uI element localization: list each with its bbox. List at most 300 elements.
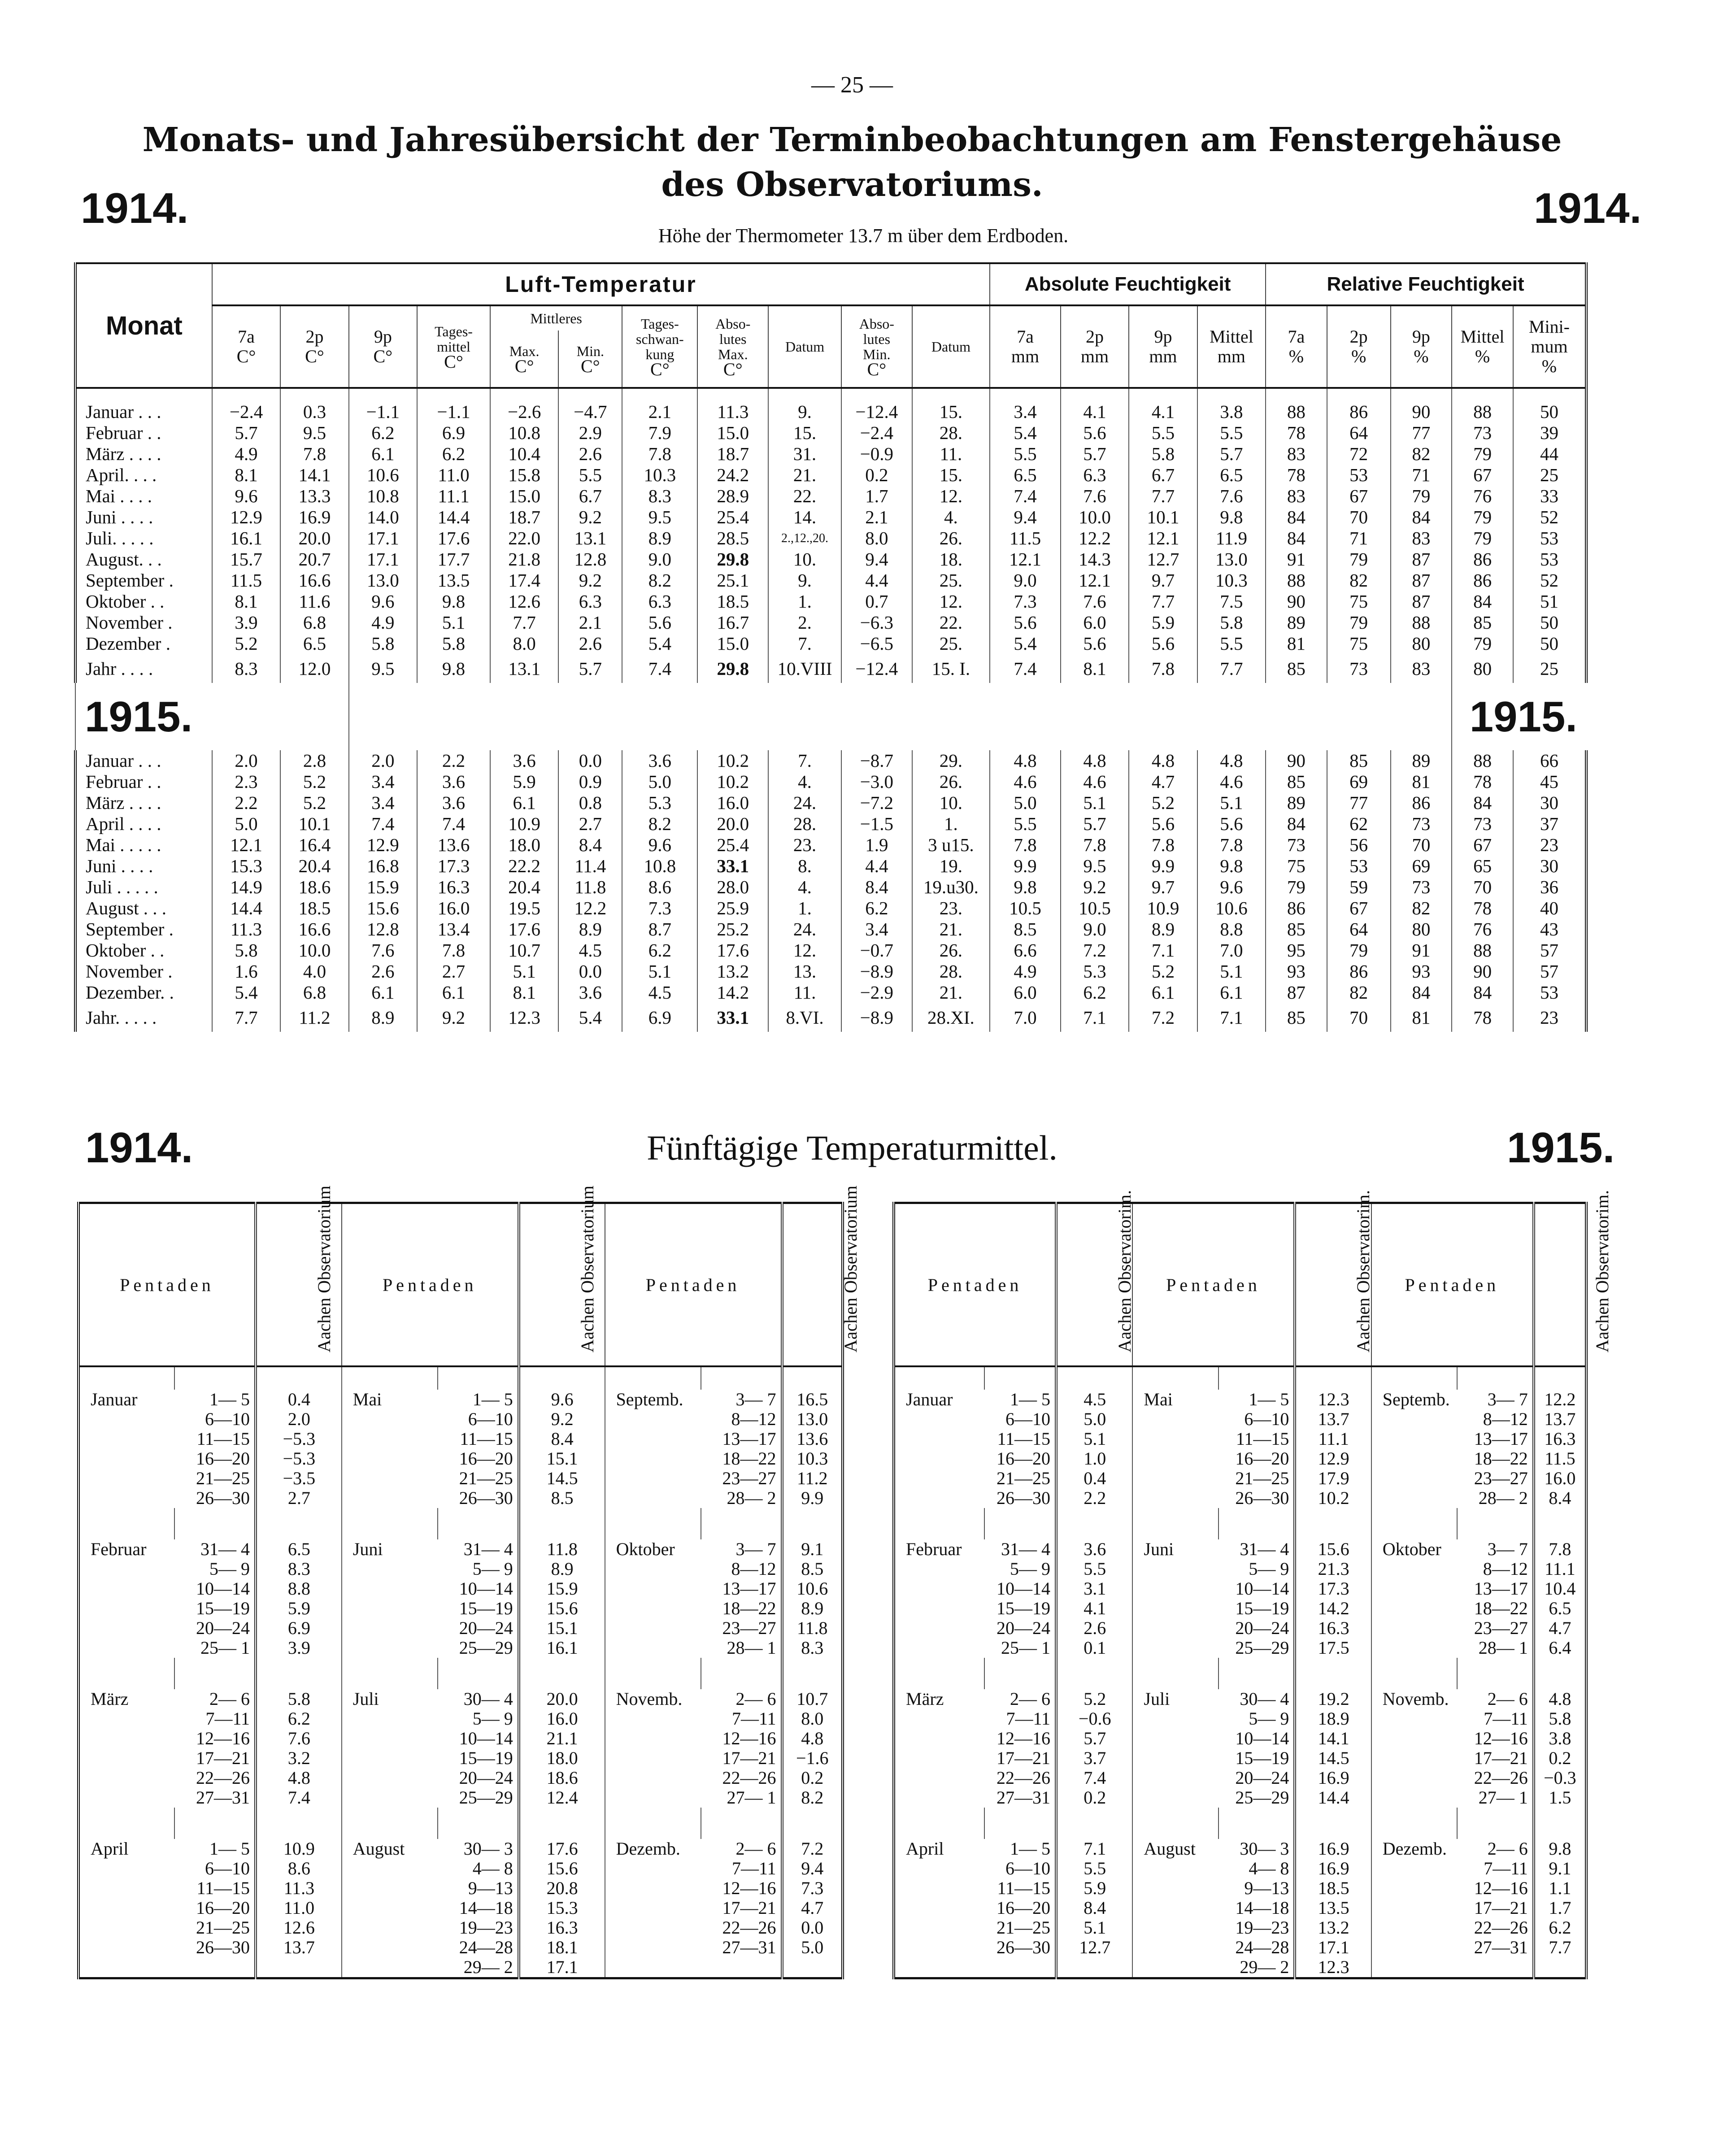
table-cell: 7.8 bbox=[1129, 654, 1197, 683]
pentade-value: 17.6 bbox=[519, 1839, 605, 1859]
pentade-range: 27—31 bbox=[196, 1787, 250, 1808]
pentade-range: 31— 4 bbox=[200, 1539, 250, 1559]
pentade-range: 28— 1 bbox=[727, 1638, 776, 1658]
table-cell: 5.5 bbox=[990, 443, 1061, 465]
table-cell: 6.1 bbox=[490, 792, 558, 813]
pentade-row bbox=[78, 1689, 843, 1709]
table-cell: 10.8 bbox=[622, 856, 697, 877]
header-rel-minimum: Mini- mum % bbox=[1513, 305, 1586, 388]
table-cell: 31. bbox=[768, 443, 841, 465]
table-cell: 5.1 bbox=[1061, 792, 1129, 813]
table-cell: 8.2 bbox=[622, 570, 697, 591]
table-cell: 2.0 bbox=[212, 750, 280, 771]
table-cell: 26. bbox=[912, 940, 990, 961]
month-label: Novemb. bbox=[605, 1689, 701, 1709]
month-label: Oktober . . bbox=[75, 940, 212, 961]
pentade-range: 12—16 bbox=[1474, 1878, 1528, 1898]
pentade-value: 7.4 bbox=[1056, 1768, 1132, 1788]
month-label bbox=[1371, 1748, 1458, 1768]
table-cell: 6.8 bbox=[280, 612, 348, 633]
spacer-row bbox=[78, 1658, 843, 1689]
pentade-value: 13.7 bbox=[1534, 1409, 1586, 1429]
table-cell: 9.8 bbox=[417, 654, 490, 683]
table-cell: 6.2 bbox=[622, 940, 697, 961]
header-absolutes-min: Abso- lutes Min. C° bbox=[841, 305, 912, 388]
pentade-range: 6—10 bbox=[205, 1409, 250, 1429]
month-label: Juli. . . . . bbox=[75, 528, 212, 549]
pentade-range: 1— 5 bbox=[209, 1839, 250, 1859]
pentade-range: 25— 1 bbox=[200, 1638, 250, 1658]
table-cell: 7.8 bbox=[1197, 835, 1266, 856]
month-label bbox=[78, 1638, 174, 1658]
table-cell: 20.4 bbox=[490, 877, 558, 898]
spacer-row bbox=[894, 1808, 1586, 1839]
table-cell: 6.6 bbox=[990, 940, 1061, 961]
table-cell: 69 bbox=[1327, 771, 1391, 792]
table-cell: −2.6 bbox=[490, 401, 558, 422]
pentade-value: 1.1 bbox=[1534, 1878, 1586, 1898]
subtitle: Höhe der Thermometer 13.7 m über dem Erdboden. bbox=[658, 225, 1069, 247]
pentade-value: 2.2 bbox=[1056, 1488, 1132, 1508]
month-label bbox=[342, 1898, 438, 1918]
month-label bbox=[78, 1878, 174, 1898]
table-cell: 8.0 bbox=[490, 633, 558, 654]
pentade-row bbox=[894, 1938, 1586, 1957]
pentade-value: 10.9 bbox=[256, 1839, 342, 1859]
table-cell: 16.4 bbox=[280, 835, 348, 856]
month-label: Mai bbox=[342, 1390, 438, 1409]
pentade-row bbox=[78, 1559, 843, 1579]
pentade-range: 19—23 bbox=[459, 1917, 513, 1938]
table-cell: 21. bbox=[912, 982, 990, 1003]
table-cell: 11.5 bbox=[212, 570, 280, 591]
table-cell: 79 bbox=[1391, 486, 1452, 507]
pentade-range: 17—21 bbox=[722, 1898, 776, 1918]
pentade-row bbox=[78, 1449, 843, 1469]
month-label bbox=[1132, 1859, 1219, 1878]
table-cell: 5.4 bbox=[990, 422, 1061, 443]
pentade-range: 2— 6 bbox=[735, 1689, 776, 1709]
pentade-range: 22—26 bbox=[1474, 1917, 1528, 1938]
pentade-row bbox=[894, 1689, 1586, 1709]
month-label: Jahr . . . . bbox=[75, 654, 212, 683]
spacer-row bbox=[78, 1808, 843, 1839]
pentade-range bbox=[174, 1957, 256, 1978]
header-observatorium bbox=[1056, 1190, 1135, 1367]
pentade-range: 13—17 bbox=[1474, 1429, 1528, 1449]
month-label: April bbox=[894, 1839, 984, 1859]
pentade-range: 28— 2 bbox=[727, 1488, 776, 1508]
table-cell: 11.3 bbox=[697, 401, 768, 422]
pentade-value: 8.3 bbox=[256, 1559, 342, 1579]
table-cell: 5.4 bbox=[990, 633, 1061, 654]
pentade-value: 17.9 bbox=[1295, 1469, 1371, 1488]
table-cell: 70 bbox=[1452, 877, 1513, 898]
pentade-value: 10.4 bbox=[1534, 1579, 1586, 1599]
pentade-value: 18.6 bbox=[519, 1768, 605, 1788]
table-cell: 9.6 bbox=[622, 835, 697, 856]
month-label: Juni bbox=[1132, 1539, 1219, 1559]
table-cell: 33.1 bbox=[697, 1003, 768, 1032]
table-cell: 7.1 bbox=[1129, 940, 1197, 961]
table-cell: 7.8 bbox=[1129, 835, 1197, 856]
table-cell: 5.7 bbox=[1061, 813, 1129, 835]
year-label-1914: 1914. bbox=[85, 1124, 193, 1172]
table-cell: 2.8 bbox=[280, 750, 348, 771]
table-cell: 6.1 bbox=[1197, 982, 1266, 1003]
month-label bbox=[1371, 1709, 1458, 1729]
table-cell: 0.2 bbox=[841, 465, 912, 486]
table-cell: 14.4 bbox=[417, 507, 490, 528]
table-cell: 6.0 bbox=[1061, 612, 1129, 633]
table-cell: 5.0 bbox=[622, 771, 697, 792]
pentade-value: 5.9 bbox=[256, 1599, 342, 1618]
table-cell: 17.3 bbox=[417, 856, 490, 877]
pentade-value bbox=[256, 1957, 342, 1978]
month-label: April . . . . bbox=[75, 813, 212, 835]
table-cell: 10.5 bbox=[1061, 898, 1129, 919]
month-label bbox=[605, 1898, 701, 1918]
month-label: Juni bbox=[342, 1539, 438, 1559]
table-cell: 90 bbox=[1452, 961, 1513, 982]
table-cell: 79 bbox=[1452, 443, 1513, 465]
month-label bbox=[1132, 1938, 1219, 1957]
month-label bbox=[605, 1559, 701, 1579]
table-cell: 79 bbox=[1452, 528, 1513, 549]
month-label: Februar bbox=[894, 1539, 984, 1559]
table-cell: 66 bbox=[1513, 750, 1586, 771]
table-cell: 9.4 bbox=[990, 507, 1061, 528]
table-cell: 5.2 bbox=[280, 792, 348, 813]
table-cell: 19.5 bbox=[490, 898, 558, 919]
table-cell: 28.5 bbox=[697, 528, 768, 549]
header-rel-9p: 9p % bbox=[1391, 305, 1452, 388]
month-label: Mai bbox=[1132, 1390, 1219, 1409]
pentade-row bbox=[894, 1709, 1586, 1729]
month-label bbox=[78, 1449, 174, 1469]
pentade-row bbox=[78, 1859, 843, 1878]
table-cell: 88 bbox=[1452, 750, 1513, 771]
table-cell: 11. bbox=[768, 982, 841, 1003]
table-cell: −8.7 bbox=[841, 750, 912, 771]
pentade-range: 7—11 bbox=[732, 1708, 776, 1729]
pentade-value: 8.3 bbox=[782, 1638, 843, 1658]
table-cell: 12.7 bbox=[1129, 549, 1197, 570]
pentade-value: 16.0 bbox=[519, 1709, 605, 1729]
header-min: Min. C° bbox=[558, 330, 622, 388]
pentade-value: 8.5 bbox=[519, 1488, 605, 1508]
table-cell: −8.9 bbox=[841, 961, 912, 982]
table-cell: 5.2 bbox=[280, 771, 348, 792]
table-cell: 10.5 bbox=[990, 898, 1061, 919]
pentade-value: 14.5 bbox=[1295, 1748, 1371, 1768]
month-label: August . . . bbox=[75, 898, 212, 919]
table-cell: 8.0 bbox=[841, 528, 912, 549]
table-cell: 79 bbox=[1266, 877, 1327, 898]
pentade-value: 15.6 bbox=[519, 1859, 605, 1878]
pentade-range: 31— 4 bbox=[1001, 1539, 1051, 1559]
table-cell: 5.7 bbox=[212, 422, 280, 443]
pentade-range: 8—12 bbox=[1483, 1559, 1528, 1579]
pentade-value: −5.3 bbox=[256, 1449, 342, 1469]
pentade-value: 13.7 bbox=[1295, 1409, 1371, 1429]
table-cell: 23 bbox=[1513, 835, 1586, 856]
month-label bbox=[894, 1579, 984, 1599]
table-cell: 9.7 bbox=[1129, 570, 1197, 591]
table-cell: 6.8 bbox=[280, 982, 348, 1003]
pentade-row bbox=[894, 1618, 1586, 1638]
table-cell: 7.6 bbox=[1061, 486, 1129, 507]
table-cell: 5.4 bbox=[622, 633, 697, 654]
table-cell: 25 bbox=[1513, 654, 1586, 683]
table-cell: 11.9 bbox=[1197, 528, 1266, 549]
pentade-row bbox=[894, 1579, 1586, 1599]
table-cell: −1.1 bbox=[349, 401, 417, 422]
header-observatorium-label: Aachen Observatorim. bbox=[1592, 1190, 1612, 1352]
table-cell: 17.1 bbox=[349, 549, 417, 570]
table-cell: 4.7 bbox=[1129, 771, 1197, 792]
header-observatorium-label: Aachen Observatorium bbox=[313, 1185, 334, 1352]
table-cell: 0.7 bbox=[841, 591, 912, 612]
table-cell: 81 bbox=[1266, 633, 1327, 654]
table-cell: 85 bbox=[1452, 612, 1513, 633]
month-label bbox=[894, 1638, 984, 1658]
month-label bbox=[1371, 1599, 1458, 1618]
table-row bbox=[75, 771, 1586, 792]
table-cell: 5.9 bbox=[1129, 612, 1197, 633]
pentade-value: 16.3 bbox=[1534, 1429, 1586, 1449]
month-label: Oktober bbox=[605, 1539, 701, 1559]
pentade-range: 11—15 bbox=[460, 1429, 513, 1449]
table-cell: 50 bbox=[1513, 612, 1586, 633]
table-cell: 10.3 bbox=[622, 465, 697, 486]
pentade-value: 7.2 bbox=[782, 1839, 843, 1859]
month-label bbox=[605, 1768, 701, 1788]
table-cell: 6.7 bbox=[1129, 465, 1197, 486]
pentade-range: 15—19 bbox=[459, 1598, 513, 1618]
table-cell: 1. bbox=[768, 591, 841, 612]
month-label bbox=[342, 1748, 438, 1768]
month-label bbox=[1371, 1618, 1458, 1638]
month-label bbox=[605, 1469, 701, 1488]
table-cell: 9.7 bbox=[1129, 877, 1197, 898]
month-label: Mai . . . . . bbox=[75, 835, 212, 856]
month-label: Januar . . . bbox=[75, 750, 212, 771]
pentade-range: 26—30 bbox=[196, 1488, 250, 1508]
month-label: November . bbox=[75, 612, 212, 633]
table-cell: 33 bbox=[1513, 486, 1586, 507]
table-cell: 15.0 bbox=[697, 633, 768, 654]
pentade-value: 10.2 bbox=[1295, 1488, 1371, 1508]
table-cell: 10.2 bbox=[697, 771, 768, 792]
pentade-range: 8—12 bbox=[731, 1409, 776, 1429]
table-cell: 86 bbox=[1266, 898, 1327, 919]
month-label bbox=[342, 1599, 438, 1618]
table-cell: 7.3 bbox=[990, 591, 1061, 612]
pentade-range: 7—11 bbox=[1484, 1708, 1528, 1729]
pentade-range: 27—31 bbox=[722, 1937, 776, 1957]
table-row bbox=[75, 570, 1586, 591]
table-cell: 53 bbox=[1513, 549, 1586, 570]
table-cell: 12.8 bbox=[558, 549, 622, 570]
pentade-value: 9.1 bbox=[1534, 1859, 1586, 1878]
pentade-value: 1.7 bbox=[1534, 1898, 1586, 1918]
pentade-value: 15.3 bbox=[519, 1898, 605, 1918]
pentade-row bbox=[894, 1449, 1586, 1469]
table-cell: 10. bbox=[912, 792, 990, 813]
table-cell: 6.3 bbox=[622, 591, 697, 612]
table-cell: 7.4 bbox=[622, 654, 697, 683]
table-cell: −6.5 bbox=[841, 633, 912, 654]
table-cell: 28. bbox=[912, 422, 990, 443]
table-cell: 13.2 bbox=[697, 961, 768, 982]
pentade-value: 11.1 bbox=[1295, 1429, 1371, 1449]
pentade-range: 23—27 bbox=[1474, 1468, 1528, 1488]
month-label bbox=[78, 1768, 174, 1788]
table-cell: 5.6 bbox=[622, 612, 697, 633]
table-cell: 3.6 bbox=[622, 750, 697, 771]
pentade-range: 21—25 bbox=[459, 1468, 513, 1488]
table-cell: 57 bbox=[1513, 940, 1586, 961]
pentade-range: 25—29 bbox=[1235, 1787, 1289, 1808]
header-absolutes-max: Abso- lutes Max. C° bbox=[697, 305, 768, 388]
pentade-value: 14.4 bbox=[1295, 1788, 1371, 1808]
pentade-value: 0.2 bbox=[782, 1768, 843, 1788]
pentade-range: 15—19 bbox=[997, 1598, 1051, 1618]
table-cell: 87 bbox=[1391, 591, 1452, 612]
month-label bbox=[1371, 1469, 1458, 1488]
header-datum-max: Datum bbox=[768, 305, 841, 388]
table-cell: 75 bbox=[1327, 591, 1391, 612]
pentade-value: 6.5 bbox=[256, 1539, 342, 1559]
month-label bbox=[342, 1429, 438, 1449]
table-cell: 64 bbox=[1327, 919, 1391, 940]
table-cell: 9.9 bbox=[990, 856, 1061, 877]
pentade-range: 3— 7 bbox=[735, 1539, 776, 1559]
table-cell: 84 bbox=[1452, 591, 1513, 612]
table-cell: 82 bbox=[1327, 982, 1391, 1003]
month-label bbox=[605, 1638, 701, 1658]
month-label bbox=[78, 1859, 174, 1878]
table-cell: 10.0 bbox=[280, 940, 348, 961]
pentade-value: 1.0 bbox=[1056, 1449, 1132, 1469]
table-cell: 91 bbox=[1391, 940, 1452, 961]
month-label: Dezember . bbox=[75, 633, 212, 654]
pentade-value: 3.1 bbox=[1056, 1579, 1132, 1599]
table-cell: 8.1 bbox=[212, 591, 280, 612]
month-label bbox=[78, 1898, 174, 1918]
table-cell: 86 bbox=[1391, 792, 1452, 813]
pentade-range: 18—22 bbox=[1474, 1598, 1528, 1618]
table-cell: 9.0 bbox=[990, 570, 1061, 591]
pentade-value: 6.5 bbox=[1534, 1599, 1586, 1618]
pentade-value: 11.5 bbox=[1534, 1449, 1586, 1469]
table-cell: 4.9 bbox=[990, 961, 1061, 982]
pentade-range: 16—20 bbox=[997, 1898, 1051, 1918]
pentade-range: 29— 2 bbox=[463, 1957, 513, 1977]
table-cell: 5.5 bbox=[1197, 633, 1266, 654]
table-cell: 12.8 bbox=[349, 919, 417, 940]
table-cell: 9.5 bbox=[622, 507, 697, 528]
year-total-row bbox=[75, 1003, 1586, 1032]
table-cell: 79 bbox=[1327, 940, 1391, 961]
month-label: März bbox=[78, 1689, 174, 1709]
year-label-right: 1914. bbox=[1534, 184, 1642, 232]
pentade-row bbox=[894, 1788, 1586, 1808]
table-cell: 20.0 bbox=[697, 813, 768, 835]
table-cell: 7.8 bbox=[417, 940, 490, 961]
pentade-range: 9—13 bbox=[1244, 1878, 1289, 1898]
table-cell: 88 bbox=[1452, 401, 1513, 422]
pentade-range: 11—15 bbox=[196, 1429, 250, 1449]
table-cell: 83 bbox=[1391, 654, 1452, 683]
pentade-value: 5.5 bbox=[1056, 1859, 1132, 1878]
table-row bbox=[75, 591, 1586, 612]
table-cell: 5.0 bbox=[990, 792, 1061, 813]
table-row bbox=[75, 528, 1586, 549]
month-label bbox=[78, 1748, 174, 1768]
table-cell: 18.5 bbox=[280, 898, 348, 919]
pentade-range: 17—21 bbox=[196, 1748, 250, 1768]
table-cell: 17.1 bbox=[349, 528, 417, 549]
table-cell: 10.6 bbox=[1197, 898, 1266, 919]
month-label bbox=[342, 1469, 438, 1488]
month-label bbox=[1132, 1729, 1219, 1748]
table-cell: 10. bbox=[768, 549, 841, 570]
table-cell: 15. bbox=[912, 401, 990, 422]
pentade-value: 3.7 bbox=[1056, 1748, 1132, 1768]
month-label bbox=[1132, 1618, 1219, 1638]
pentade-value: 9.4 bbox=[782, 1859, 843, 1878]
table-cell: 84 bbox=[1452, 982, 1513, 1003]
month-label bbox=[605, 1788, 701, 1808]
month-label bbox=[605, 1859, 701, 1878]
pentade-value: 11.3 bbox=[256, 1878, 342, 1898]
pentade-value: 13.6 bbox=[782, 1429, 843, 1449]
table-cell: 10.1 bbox=[280, 813, 348, 835]
table-cell: 12.9 bbox=[212, 507, 280, 528]
table-cell: 52 bbox=[1513, 507, 1586, 528]
pentade-range: 3— 7 bbox=[735, 1389, 776, 1409]
table-cell: 5.8 bbox=[1129, 443, 1197, 465]
pentaden-table-1914 bbox=[77, 1185, 861, 1979]
pentade-range: 13—17 bbox=[722, 1429, 776, 1449]
table-cell: 78 bbox=[1266, 422, 1327, 443]
table-cell: 12. bbox=[912, 486, 990, 507]
table-cell: 78 bbox=[1266, 465, 1327, 486]
pentade-value: 17.1 bbox=[519, 1957, 605, 1978]
pentade-range: 17—21 bbox=[997, 1748, 1051, 1768]
table-cell: 10.9 bbox=[490, 813, 558, 835]
month-label: April. . . . bbox=[75, 465, 212, 486]
table-cell: 9.5 bbox=[349, 654, 417, 683]
table-cell: 13.1 bbox=[558, 528, 622, 549]
table-cell: 15.9 bbox=[349, 877, 417, 898]
pentade-row bbox=[78, 1788, 843, 1808]
pentade-value: 5.1 bbox=[1056, 1918, 1132, 1938]
spacer-row bbox=[894, 1508, 1586, 1539]
month-label bbox=[605, 1579, 701, 1599]
month-label: Mai . . . . bbox=[75, 486, 212, 507]
pentade-value: 9.1 bbox=[782, 1539, 843, 1559]
header-rel-mittel: Mittel % bbox=[1452, 305, 1513, 388]
table-row bbox=[75, 792, 1586, 813]
pentade-range: 5— 9 bbox=[472, 1559, 513, 1579]
table-cell: 25.1 bbox=[697, 570, 768, 591]
table-cell: 0.9 bbox=[558, 771, 622, 792]
pentade-range: 18—22 bbox=[1474, 1448, 1528, 1469]
table-cell: 86 bbox=[1452, 570, 1513, 591]
